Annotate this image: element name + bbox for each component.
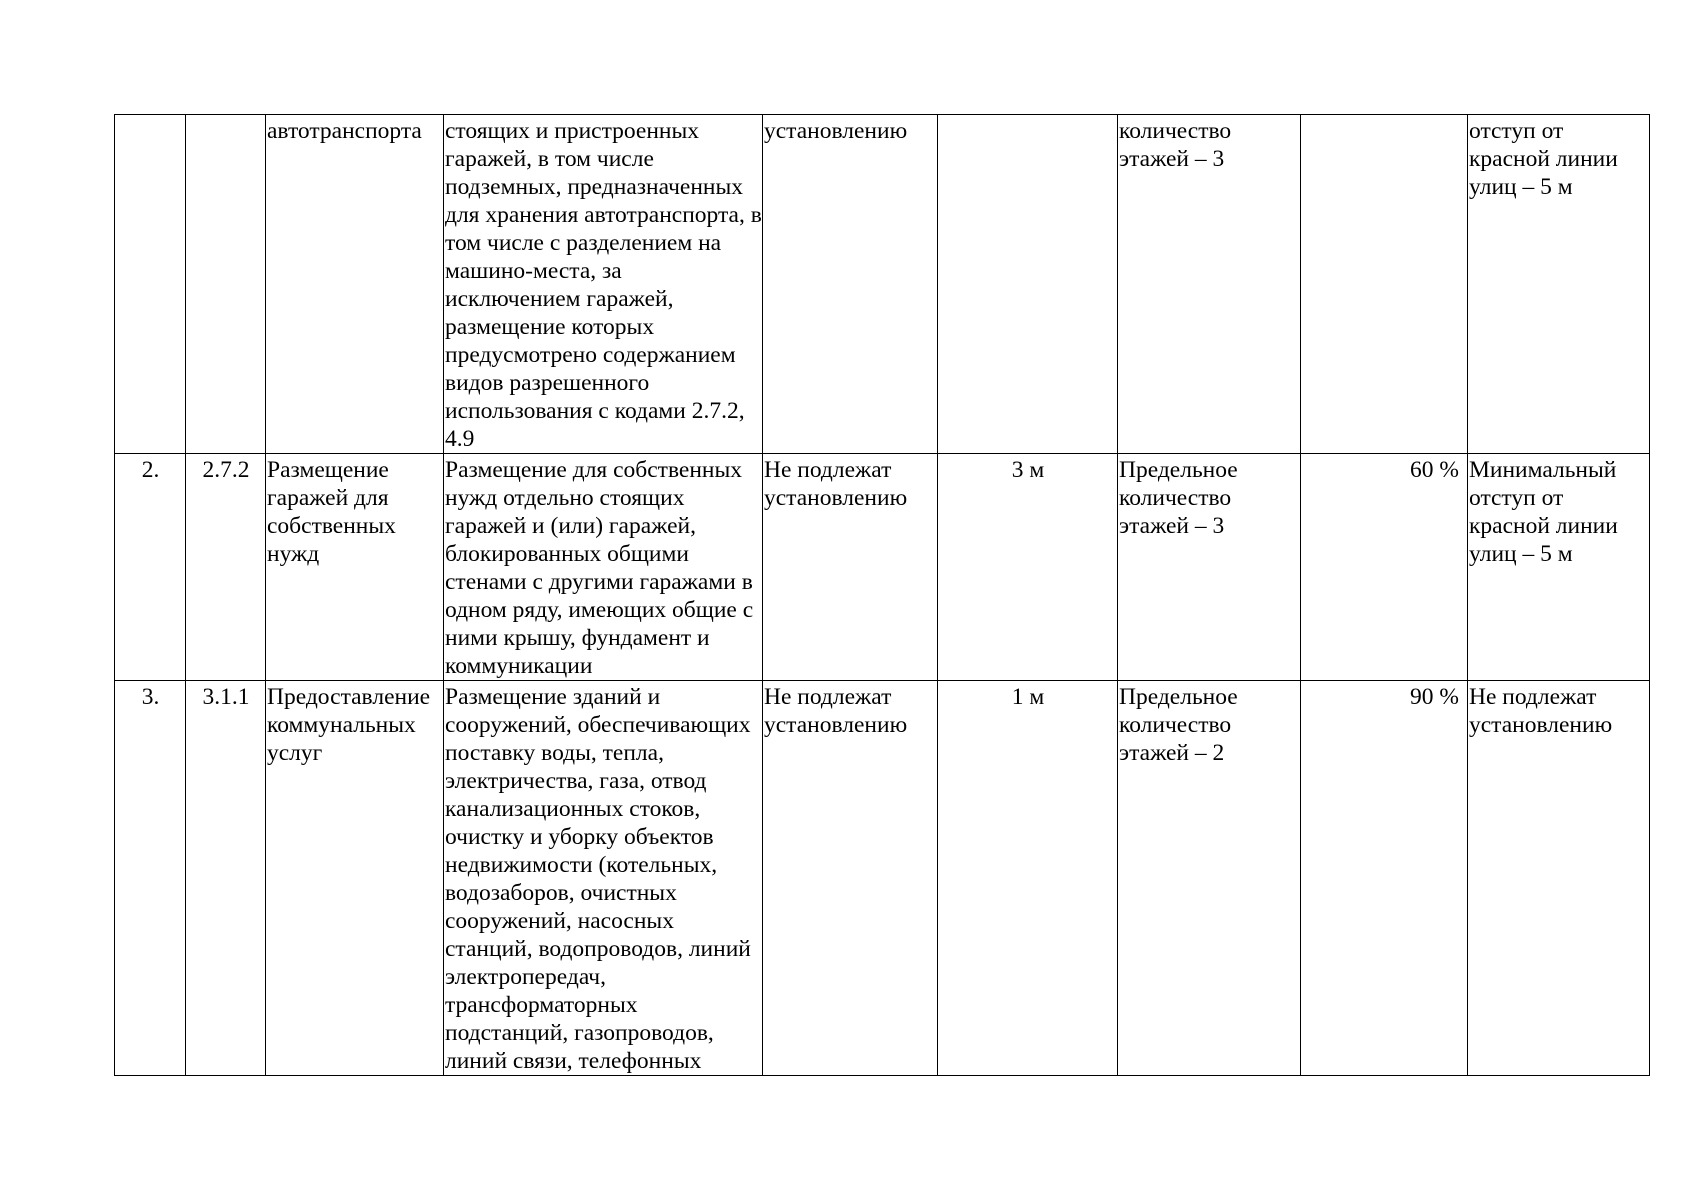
land-use-table bbox=[114, 114, 1650, 1076]
plot-size-cell: Не подлежат установлению bbox=[763, 454, 938, 681]
plot-size-cell: установлению bbox=[763, 115, 938, 454]
use-code-cell: 2.7.2 bbox=[186, 454, 266, 681]
use-name-cell: Предоставление коммунальных услуг bbox=[266, 681, 444, 1076]
other-parameters-cell: Минимальный отступ от красной линии улиц – 5 м bbox=[1468, 454, 1650, 681]
row-number-cell: 3. bbox=[115, 681, 186, 1076]
max-coverage-cell: 90 % bbox=[1301, 681, 1468, 1076]
min-setback-cell bbox=[938, 115, 1118, 454]
min-setback-cell: 1 м bbox=[938, 681, 1118, 1076]
use-name-cell: Размещение гаражей для собственных нужд bbox=[266, 454, 444, 681]
max-floors-cell: Предельное количество этажей – 3 bbox=[1118, 454, 1301, 681]
other-parameters-cell: Не подлежат установлению bbox=[1468, 681, 1650, 1076]
use-code-cell bbox=[186, 115, 266, 454]
use-name-cell: автотранспорта bbox=[266, 115, 444, 454]
use-description-cell: Размещение для собственных нужд отдельно стоящих гаражей и (или) гаражей, блокированных общими стенами с другими гаражами в одном ряду, имеющих общие с ними крышу, фундамент и коммуникации bbox=[444, 454, 763, 681]
max-floors-cell: Предельное количество этажей – 2 bbox=[1118, 681, 1301, 1076]
max-coverage-cell: 60 % bbox=[1301, 454, 1468, 681]
max-floors-cell: количество этажей – 3 bbox=[1118, 115, 1301, 454]
max-coverage-cell bbox=[1301, 115, 1468, 454]
row-number-cell bbox=[115, 115, 186, 454]
use-description-cell: стоящих и пристроенных гаражей, в том числе подземных, предназначенных для хранения автотранспорта, в том числе с разделением на машино-места, за исключением гаражей, размещение которых предусмотрено содержанием видов разрешенного использования с кодами 2.7.2, 4.9 bbox=[444, 115, 763, 454]
plot-size-cell: Не подлежат установлению bbox=[763, 681, 938, 1076]
use-code-cell: 3.1.1 bbox=[186, 681, 266, 1076]
table-row bbox=[115, 115, 1650, 454]
use-description-cell: Размещение зданий и сооружений, обеспечивающих поставку воды, тепла, электричества, газа, отвод канализационных стоков, очистку и уборку объектов недвижимости (котельных, водозаборов, очистных сооружений, насосных станций, водопроводов, линий электропередач, трансформаторных подстанций, газопроводов, линий связи, телефонных bbox=[444, 681, 763, 1076]
table-row bbox=[115, 681, 1650, 1076]
min-setback-cell: 3 м bbox=[938, 454, 1118, 681]
row-number-cell: 2. bbox=[115, 454, 186, 681]
other-parameters-cell: отступ от красной линии улиц – 5 м bbox=[1468, 115, 1650, 454]
table-row bbox=[115, 454, 1650, 681]
